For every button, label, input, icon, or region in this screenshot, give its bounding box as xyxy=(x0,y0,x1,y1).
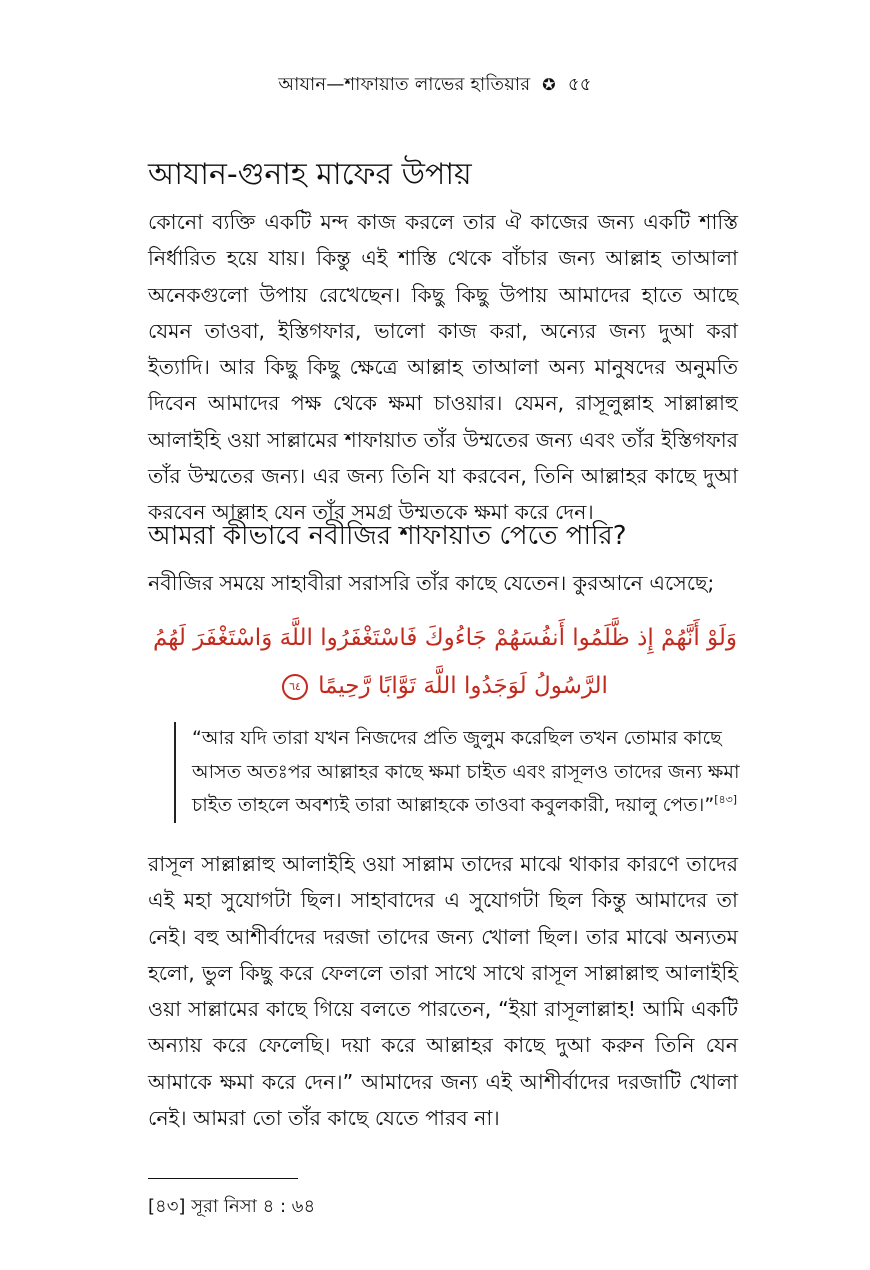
section-heading: আযান-গুনাহ মাফের উপায় xyxy=(148,157,472,192)
subsection-heading: আমরা কীভাবে নবীজির শাফায়াত পেতে পারি? xyxy=(148,521,627,551)
translation-text: “আর যদি তারা যখন নিজদের প্রতি জুলুম করেছিল তখন তোমার কাছে আসত অতঃপর আল্লাহর কাছে ক্ষমা চাইত এবং রাসূলও তাদের জন্য ক্ষমা চাইত তাহলে অবশ্যই তারা আল্লাহকে তাওবা কবুলকারী, দয়ালু পেত।” xyxy=(192,727,740,816)
body-paragraph-lead-in: নবীজির সময়ে সাহাবীরা সরাসরি তাঁর কাছে যেতেন। কুরআনে এসেছে; xyxy=(148,571,715,595)
footnote: [৪৩] সূরা নিসা ৪ : ৬৪ xyxy=(148,1196,316,1217)
quran-verse-line-2 xyxy=(150,662,740,710)
footnote-reference[interactable]: [৪৩] xyxy=(714,793,738,806)
translation-blockquote xyxy=(174,722,748,823)
body-paragraph-intro: কোনো ব্যক্তি একটি মন্দ কাজ করলে তার ঐ কাজের জন্য একটি শাস্তি নির্ধারিত হয়ে যায়। কিন্তু এই শাস্তি থেকে বাঁচার জন্য আল্লাহ তাআলা অনেকগুলো উপায় রেখেছেন। কিছু কিছু উপায় আমাদের হাতে আছে যেমন তাওবা, ইস্তিগফার, ভালো কাজ করা, অন্যের জন্য দুআ করা ইত্যাদি। আর কিছু কিছু ক্ষেত্রে আল্লাহ তাআলা অন্য মানুষদের অনুমতি দিবেন আমাদের পক্ষ থেকে ক্ষমা চাওয়ার। যেমন, রাসূলুল্লাহ সাল্লাল্লাহু আলাইহি ওয়া সাল্লামের শাফায়াত তাঁর উম্মতের জন্য এবং তাঁর ইস্তিগফার তাঁর উম্মতের জন্য। এর জন্য তিনি যা করবেন, তিনি আল্লাহর কাছে দুআ করবেন আল্লাহ যেন তাঁর সমগ্র উম্মতকে ক্ষমা করে দেন। xyxy=(148,210,738,525)
page-number: ৫৫ xyxy=(567,74,592,95)
star-ornament-icon: ✪ xyxy=(542,75,556,94)
verse-number-marker-icon: ٦٤ xyxy=(282,674,308,700)
quran-verse-line-2-text: الرَّسُولُ لَوَجَدُوا اللَّهَ تَوَّابًا رَّحِيمًا xyxy=(318,673,608,699)
footnote-divider xyxy=(148,1178,298,1179)
running-head-title: আযান—শাফায়াত লাভের হাতিয়ার xyxy=(278,74,531,95)
quran-verse-line-1: وَلَوْ أَنَّهُمْ إِذ ظَّلَمُوا أَنفُسَهُمْ جَاءُوكَ فَاسْتَغْفَرُوا اللَّهَ وَاسْتَغْفَرَ لَهُمُ xyxy=(152,625,738,651)
quran-verse xyxy=(150,614,740,710)
running-head xyxy=(0,70,870,101)
body-paragraph-closing: রাসূল সাল্লাল্লাহু আলাইহি ওয়া সাল্লাম তাদের মাঝে থাকার কারণে তাদের এই মহা সুযোগটা ছিল। সাহাবাদের এ সুযোগটা ছিল কিন্তু আমাদের তা নেই। বহু আশীর্বাদের দরজা তাদের জন্য খোলা ছিল। তার মাঝে অন্যতম হলো, ভুল কিছু করে ফেললে তারা সাথে সাথে রাসূল সাল্লাল্লাহু আলাইহি ওয়া সাল্লামের কাছে গিয়ে বলতে পারতেন, “ইয়া রাসূলাল্লাহ! আমি একটি অন্যায় করে ফেলেছি। দয়া করে আল্লাহর কাছে দুআ করুন তিনি যেন আমাকে ক্ষমা করে দেন।” আমাদের জন্য এই আশীর্বাদের দরজাটি খোলা নেই। আমরা তো তাঁর কাছে যেতে পারব না। xyxy=(148,852,738,1131)
